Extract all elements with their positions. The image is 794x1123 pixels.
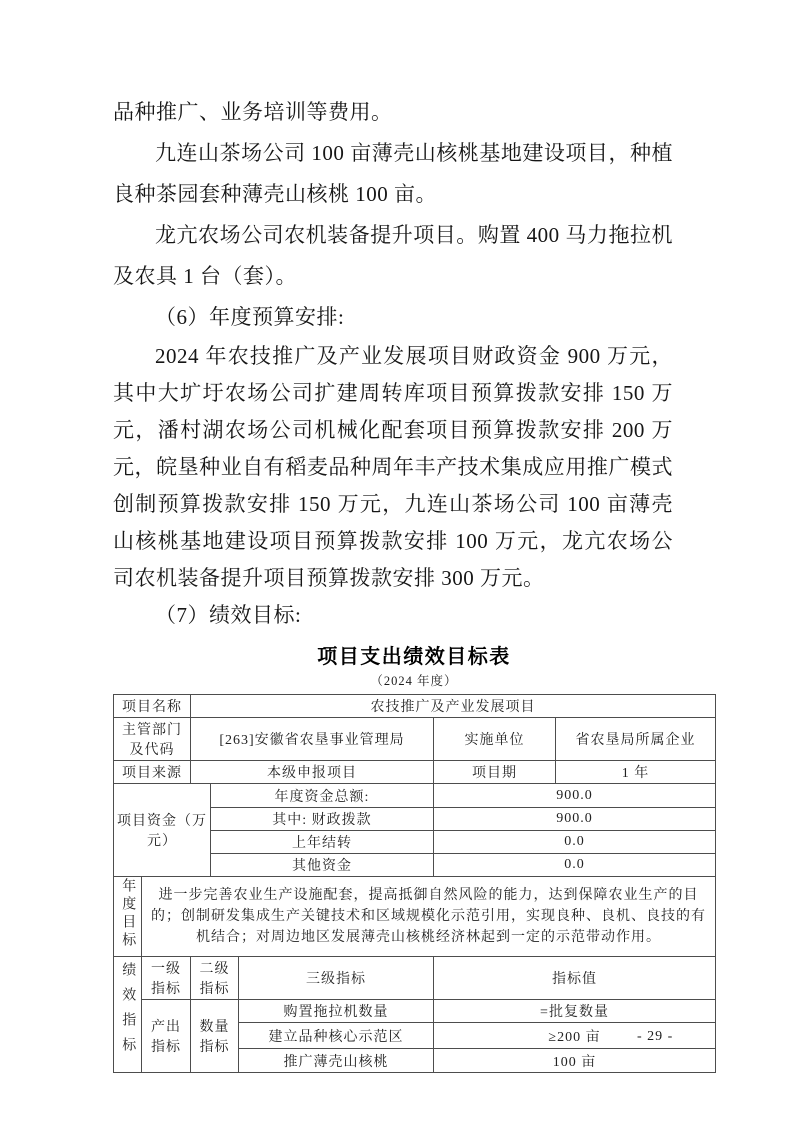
project-period-label: 项目期	[434, 761, 556, 784]
performance-table-title: 项目支出绩效目标表	[317, 646, 511, 668]
page-content	[113, 92, 715, 1073]
project-source-label: 项目来源	[114, 761, 191, 784]
paragraph-longkang-project: 龙亢农场公司农机装备提升项目。购置 400 马力拖拉机及农具 1 台（套）。	[113, 223, 673, 288]
level3-indicator-header: 三级指标	[239, 957, 434, 1000]
table-row	[114, 784, 716, 808]
indicator-value-header: 指标值	[434, 957, 716, 1000]
project-source-value: 本级申报项目	[191, 761, 434, 784]
project-period-value: 1 年	[556, 761, 716, 784]
paragraph-heading-7: （7）绩效目标:	[155, 603, 302, 627]
table-row	[114, 761, 716, 784]
project-name-value: 农技推广及产业发展项目	[191, 695, 716, 718]
fund-total-value: 900.0	[434, 784, 716, 808]
fund-other-label: 其他资金	[211, 854, 434, 877]
indicator-pecan: 推广薄壳山核桃	[239, 1049, 434, 1073]
indicator-tractor-value: =批复数量	[434, 1000, 716, 1023]
performance-target-table	[113, 694, 716, 1073]
body-text-block	[113, 92, 673, 634]
performance-table-subtitle: （2024 年度）	[370, 674, 458, 688]
table-row	[114, 877, 716, 957]
indicator-tractor: 购置拖拉机数量	[239, 1000, 434, 1023]
fund-carryover-value: 0.0	[434, 831, 716, 854]
department-value: [263]安徽省农垦事业管理局	[191, 718, 434, 761]
performance-indicator-label-text: 绩效指标	[120, 962, 136, 1062]
department-label: 主管部门及代码	[114, 718, 191, 761]
fund-total-label: 年度资金总额:	[211, 784, 434, 808]
indicator-demo-area: 建立品种核心示范区	[239, 1023, 434, 1049]
table-row	[114, 1000, 716, 1023]
paragraph-fees: 品种推广、业务培训等费用。	[113, 100, 393, 124]
table-row	[114, 718, 716, 761]
table-row	[114, 695, 716, 718]
paragraph-budget-detail: 2024 年农技推广及产业发展项目财政资金 900 万元，其中大圹圩农场公司扩建周转库项目预算拨款安排 150 万元，潘村湖农场公司机械化配套项目预算拨款安排 200 万元，皖垦种业自有稻麦品种周年丰产技术集成应用推广模式创制预算拨款安排 150 万元，九连山茶场公司 100 亩薄壳山核桃基地建设项目预算拨款安排 100 万元，龙亢农场公司农机装备提升项目预算拨款安排 300 万元。	[113, 344, 673, 590]
project-funds-label: 项目资金（万元）	[114, 784, 211, 877]
annual-goal-text: 进一步完善农业生产设施配套，提高抵御自然风险的能力，达到保障农业生产的目的；创制研发集成生产关键技术和区域规模化示范引用，实现良种、良机、良技的有机结合；对周边地区发展薄壳山核桃经济林起到一定的示范带动作用。	[142, 877, 716, 957]
paragraph-heading-6: （6）年度预算安排:	[155, 305, 345, 329]
indicator-pecan-value: 100 亩	[434, 1049, 716, 1073]
indicator-demo-area-value: ≥200 亩	[434, 1023, 716, 1049]
fund-fiscal-label: 其中: 财政拨款	[211, 808, 434, 831]
implement-unit-value: 省农垦局所属企业	[556, 718, 716, 761]
annual-goal-label-text: 年度目标	[120, 878, 136, 950]
page-number: - 29 -	[637, 1029, 674, 1044]
implement-unit-label: 实施单位	[434, 718, 556, 761]
fund-carryover-label: 上年结转	[211, 831, 434, 854]
project-name-label: 项目名称	[114, 695, 191, 718]
level2-indicator-header: 二级指标	[191, 957, 239, 1000]
fund-other-value: 0.0	[434, 854, 716, 877]
level2-indicator-value: 数量指标	[191, 1000, 239, 1073]
level1-indicator-header: 一级指标	[142, 957, 191, 1000]
performance-indicator-label	[114, 957, 142, 1073]
paragraph-jiulianshan-project: 九连山茶场公司 100 亩薄壳山核桃基地建设项目，种植良种茶园套种薄壳山核桃 100 亩。	[113, 141, 673, 206]
table-row	[114, 957, 716, 1000]
level1-indicator-value: 产出指标	[142, 1000, 191, 1073]
annual-goal-label	[114, 877, 142, 957]
fund-fiscal-value: 900.0	[434, 808, 716, 831]
